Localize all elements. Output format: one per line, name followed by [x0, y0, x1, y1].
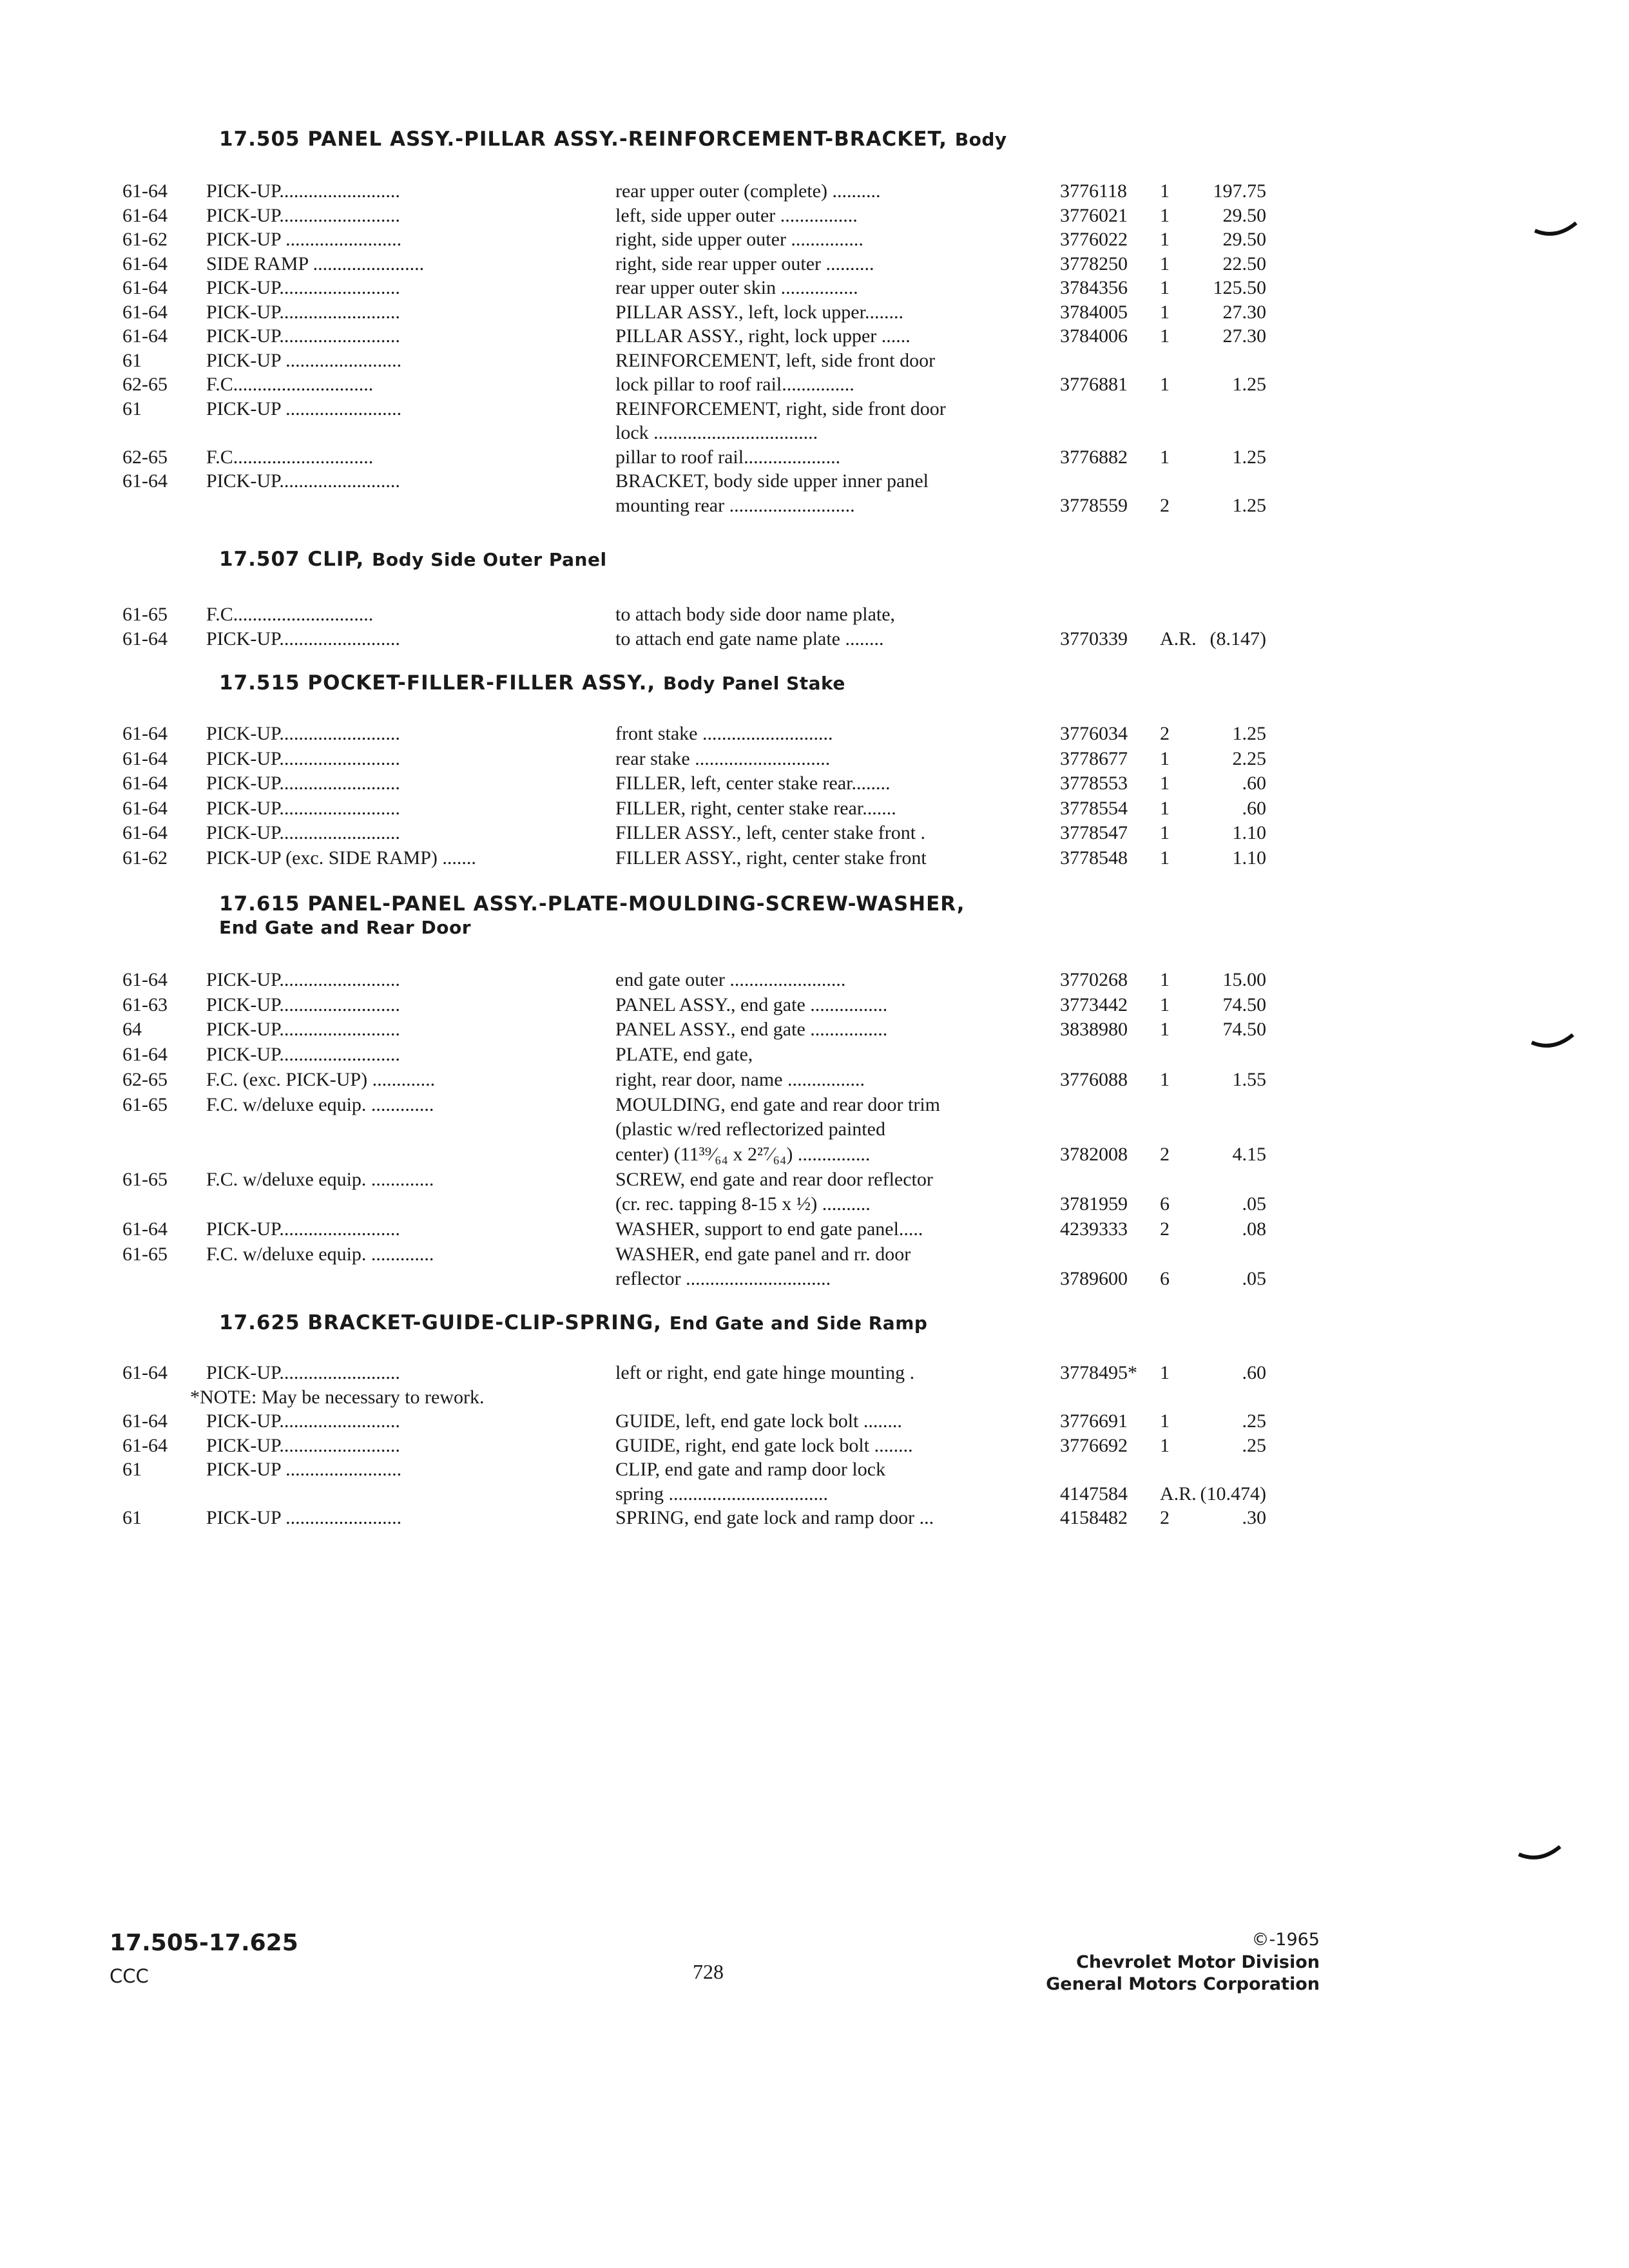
punch-mark-icon: [1518, 1843, 1563, 1869]
price: 27.30: [1222, 301, 1266, 323]
model-name: F.C. w/deluxe equip. .............: [206, 1093, 434, 1115]
quantity: 1: [1160, 747, 1170, 769]
price: 2.25: [1232, 747, 1266, 769]
part-number: 3782008: [1060, 1143, 1128, 1165]
price: 1.25: [1232, 446, 1266, 468]
price: 1.25: [1232, 494, 1266, 516]
model-name: PICK-UP.........................: [206, 628, 400, 649]
price: 197.75: [1213, 180, 1266, 202]
part-description: center) (11³⁹⁄₆₄ x 2²⁷⁄₆₄) ...............: [615, 1143, 871, 1165]
price: .30: [1242, 1507, 1266, 1528]
section-heading: [219, 892, 965, 939]
model-name: F.C. w/deluxe equip. .............: [206, 1243, 434, 1265]
quantity: 1: [1160, 773, 1170, 794]
part-description: mounting rear ..........................: [615, 494, 855, 516]
model-name: PICK-UP ........................: [206, 1459, 402, 1480]
part-description: BRACKET, body side upper inner panel: [615, 470, 929, 492]
part-description: WASHER, end gate panel and rr. door: [615, 1243, 911, 1265]
part-number: 3778553: [1060, 773, 1128, 794]
model-years: 61-64: [122, 301, 168, 323]
quantity: 1: [1160, 253, 1170, 274]
part-number: 3838980: [1060, 1019, 1128, 1041]
price: (8.147): [1210, 628, 1266, 649]
model-name: F.C. (exc. PICK-UP) .............: [206, 1068, 436, 1090]
model-years: 61-64: [122, 325, 168, 347]
part-description: FILLER, left, center stake rear........: [615, 773, 891, 794]
part-number: 3784006: [1060, 325, 1128, 347]
model-name: PICK-UP.........................: [206, 747, 400, 769]
model-name: F.C.............................: [206, 604, 374, 625]
section-title: 17.515 POCKET-FILLER-FILLER ASSY.,: [219, 671, 656, 695]
part-description: PILLAR ASSY., left, lock upper........: [615, 301, 903, 323]
section-heading: [219, 671, 845, 695]
model-name: PICK-UP.........................: [206, 1410, 400, 1432]
model-years: 61-64: [122, 747, 168, 769]
price: .05: [1242, 1268, 1266, 1290]
model-name: SIDE RAMP .......................: [206, 253, 425, 274]
quantity: 1: [1160, 204, 1170, 226]
model-name: PICK-UP.........................: [206, 470, 400, 492]
model-name: PICK-UP.........................: [206, 822, 400, 843]
quantity: 1: [1160, 374, 1170, 395]
model-years: 61-64: [122, 822, 168, 843]
part-description: GUIDE, right, end gate lock bolt ........: [615, 1434, 913, 1456]
model-years: 61-64: [122, 1410, 168, 1432]
part-description: PLATE, end gate,: [615, 1044, 753, 1066]
model-name: PICK-UP.........................: [206, 1218, 400, 1240]
model-name: PICK-UP ........................: [206, 229, 402, 250]
quantity: 1: [1160, 1410, 1170, 1432]
model-years: 61-63: [122, 994, 168, 1015]
model-name: PICK-UP.........................: [206, 1362, 400, 1383]
section-title: 17.615 PANEL-PANEL ASSY.-PLATE-MOULDING-SCREW-WASHER,: [219, 892, 965, 916]
part-description: reflector ..............................: [615, 1268, 831, 1290]
section-subtitle: Body Panel Stake: [663, 673, 845, 694]
price: 1.25: [1232, 374, 1266, 395]
quantity: 6: [1160, 1193, 1170, 1215]
model-years: 61-64: [122, 204, 168, 226]
price: 1.25: [1232, 723, 1266, 744]
price: .05: [1242, 1193, 1266, 1215]
model-years: 61: [122, 1459, 142, 1480]
model-years: 61-64: [122, 969, 168, 990]
section-title: 17.507 CLIP,: [219, 548, 365, 571]
part-description: lock ..................................: [615, 422, 818, 443]
price: .60: [1242, 797, 1266, 819]
page-number: 728: [693, 1960, 724, 1983]
quantity: A.R.: [1160, 1483, 1197, 1504]
quantity: 2: [1160, 1507, 1170, 1528]
model-years: 61-64: [122, 723, 168, 744]
price: .08: [1242, 1218, 1266, 1240]
part-number: 3770339: [1060, 628, 1128, 649]
part-description: front stake ...........................: [615, 723, 833, 744]
section-heading: [219, 128, 1007, 151]
price: (10.474): [1200, 1483, 1266, 1504]
model-name: PICK-UP (exc. SIDE RAMP) .......: [206, 847, 476, 869]
quantity: 1: [1160, 822, 1170, 843]
quantity: A.R.: [1160, 628, 1197, 649]
price: 4.15: [1232, 1143, 1266, 1165]
part-description: right, side upper outer ...............: [615, 229, 863, 250]
part-description: PANEL ASSY., end gate ................: [615, 994, 888, 1015]
model-name: PICK-UP.........................: [206, 325, 400, 347]
part-description: pillar to roof rail....................: [615, 446, 841, 468]
part-description: to attach end gate name plate ........: [615, 628, 884, 649]
part-number: 3770268: [1060, 969, 1128, 990]
part-number: 3776021: [1060, 204, 1128, 226]
quantity: 1: [1160, 969, 1170, 990]
part-number: 3778548: [1060, 847, 1128, 869]
quantity: 2: [1160, 494, 1170, 516]
quantity: 6: [1160, 1268, 1170, 1290]
copyright: ©-1965: [1251, 1930, 1320, 1950]
quantity: 1: [1160, 277, 1170, 298]
model-name: PICK-UP.........................: [206, 994, 400, 1015]
part-number: 3776118: [1060, 180, 1127, 202]
price: .60: [1242, 1362, 1266, 1383]
model-years: 61-64: [122, 797, 168, 819]
model-years: 64: [122, 1019, 142, 1041]
price: 1.10: [1232, 847, 1266, 869]
part-description: right, rear door, name ................: [615, 1068, 865, 1090]
part-description: REINFORCEMENT, left, side front door: [615, 349, 936, 371]
model-name: *NOTE: May be necessary to rework.: [190, 1386, 485, 1408]
quantity: 2: [1160, 723, 1170, 744]
division-name: Chevrolet Motor Division: [1076, 1952, 1320, 1972]
part-description: (plastic w/red reflectorized painted: [615, 1119, 885, 1140]
part-number: 3778495*: [1060, 1362, 1137, 1383]
model-name: PICK-UP.........................: [206, 277, 400, 298]
model-name: PICK-UP ........................: [206, 398, 402, 419]
punch-mark-icon: [1534, 219, 1579, 245]
part-description: REINFORCEMENT, right, side front door: [615, 398, 946, 419]
part-number: 3778547: [1060, 822, 1128, 843]
model-name: PICK-UP.........................: [206, 180, 400, 202]
footer-code: CCC: [110, 1965, 149, 1987]
price: 27.30: [1222, 325, 1266, 347]
price: 74.50: [1222, 1019, 1266, 1041]
model-years: 61: [122, 1507, 142, 1528]
price: 29.50: [1222, 204, 1266, 226]
quantity: 1: [1160, 325, 1170, 347]
part-number: 3776882: [1060, 446, 1128, 468]
part-description: FILLER ASSY., left, center stake front .: [615, 822, 926, 843]
model-name: F.C. w/deluxe equip. .............: [206, 1168, 434, 1190]
part-description: rear upper outer skin ................: [615, 277, 858, 298]
model-years: 61-64: [122, 277, 168, 298]
model-name: PICK-UP.........................: [206, 723, 400, 744]
model-years: 62-65: [122, 446, 168, 468]
model-name: F.C.............................: [206, 446, 374, 468]
section-title: 17.625 BRACKET-GUIDE-CLIP-SPRING,: [219, 1311, 662, 1334]
price: 29.50: [1222, 229, 1266, 250]
part-description: FILLER ASSY., right, center stake front: [615, 847, 927, 869]
section-subtitle: Body: [954, 129, 1007, 150]
price: .25: [1242, 1410, 1266, 1432]
part-number: 3784005: [1060, 301, 1128, 323]
model-years: 61: [122, 398, 142, 419]
quantity: 1: [1160, 1362, 1170, 1383]
model-name: F.C.............................: [206, 374, 374, 395]
part-description: rear stake ............................: [615, 747, 831, 769]
part-description: FILLER, right, center stake rear.......: [615, 797, 896, 819]
part-number: 3778559: [1060, 494, 1128, 516]
part-description: left, side upper outer ................: [615, 204, 858, 226]
part-description: PANEL ASSY., end gate ................: [615, 1019, 888, 1041]
model-years: 61-64: [122, 1362, 168, 1383]
quantity: 1: [1160, 1068, 1170, 1090]
part-description: SPRING, end gate lock and ramp door ...: [615, 1507, 934, 1528]
part-number: 3778554: [1060, 797, 1128, 819]
model-years: 61-65: [122, 1093, 168, 1115]
model-name: PICK-UP.........................: [206, 301, 400, 323]
quantity: 1: [1160, 446, 1170, 468]
part-number: 3776034: [1060, 723, 1128, 744]
price: 1.10: [1232, 822, 1266, 843]
price: 1.55: [1232, 1068, 1266, 1090]
price: 22.50: [1222, 253, 1266, 274]
model-years: 61-65: [122, 604, 168, 625]
quantity: 2: [1160, 1143, 1170, 1165]
part-number: 3776088: [1060, 1068, 1128, 1090]
part-description: CLIP, end gate and ramp door lock: [615, 1459, 886, 1480]
part-description: to attach body side door name plate,: [615, 604, 896, 625]
model-years: 61-64: [122, 470, 168, 492]
price: 74.50: [1222, 994, 1266, 1015]
part-description: MOULDING, end gate and rear door trim: [615, 1093, 941, 1115]
model-years: 61-64: [122, 180, 168, 202]
quantity: 1: [1160, 1434, 1170, 1456]
quantity: 1: [1160, 847, 1170, 869]
model-name: PICK-UP.........................: [206, 969, 400, 990]
model-name: PICK-UP.........................: [206, 1019, 400, 1041]
part-description: rear upper outer (complete) ..........: [615, 180, 881, 202]
part-number: 3778677: [1060, 747, 1128, 769]
part-number: 3776881: [1060, 374, 1128, 395]
model-name: PICK-UP.........................: [206, 204, 400, 226]
part-description: WASHER, support to end gate panel.....: [615, 1218, 923, 1240]
model-name: PICK-UP ........................: [206, 349, 402, 371]
price: 125.50: [1213, 277, 1266, 298]
part-number: 4158482: [1060, 1507, 1128, 1528]
punch-mark-icon: [1530, 1031, 1576, 1057]
model-years: 61-65: [122, 1243, 168, 1265]
section-heading: [219, 1311, 927, 1335]
part-description: lock pillar to roof rail...............: [615, 374, 854, 395]
price: .25: [1242, 1434, 1266, 1456]
model-name: PICK-UP.........................: [206, 773, 400, 794]
model-years: 61-62: [122, 847, 168, 869]
model-years: 61-64: [122, 253, 168, 274]
part-number: 3773442: [1060, 994, 1128, 1015]
part-number: 3776691: [1060, 1410, 1128, 1432]
footer-section-range: 17.505-17.625: [110, 1930, 298, 1956]
part-number: 3781959: [1060, 1193, 1128, 1215]
price: .60: [1242, 773, 1266, 794]
part-number: 4147584: [1060, 1483, 1128, 1504]
model-name: PICK-UP.........................: [206, 797, 400, 819]
part-number: 3789600: [1060, 1268, 1128, 1290]
model-years: 62-65: [122, 374, 168, 395]
model-years: 61-64: [122, 1044, 168, 1066]
part-description: spring .................................: [615, 1483, 828, 1504]
quantity: 1: [1160, 301, 1170, 323]
model-years: 61: [122, 349, 142, 371]
section-title: 17.505 PANEL ASSY.-PILLAR ASSY.-REINFORCEMENT-BRACKET,: [219, 128, 948, 151]
part-description: end gate outer ........................: [615, 969, 846, 990]
model-years: 61-64: [122, 773, 168, 794]
part-number: 3778250: [1060, 253, 1128, 274]
model-years: 61-64: [122, 1434, 168, 1456]
quantity: 1: [1160, 797, 1170, 819]
quantity: 2: [1160, 1218, 1170, 1240]
section-heading: [219, 548, 607, 572]
section-subtitle: End Gate and Side Ramp: [669, 1312, 928, 1334]
model-name: PICK-UP.........................: [206, 1044, 400, 1066]
part-description: GUIDE, left, end gate lock bolt ........: [615, 1410, 902, 1432]
part-description: SCREW, end gate and rear door reflector: [615, 1168, 933, 1190]
corporation-name: General Motors Corporation: [1046, 1974, 1320, 1994]
model-name: PICK-UP.........................: [206, 1434, 400, 1456]
model-years: 61-64: [122, 628, 168, 649]
price: 15.00: [1222, 969, 1266, 990]
part-description: right, side rear upper outer ..........: [615, 253, 874, 274]
part-number: 3776022: [1060, 229, 1128, 250]
part-number: 3776692: [1060, 1434, 1128, 1456]
model-name: PICK-UP ........................: [206, 1507, 402, 1528]
model-years: 61-65: [122, 1168, 168, 1190]
part-description: left or right, end gate hinge mounting .: [615, 1362, 915, 1383]
quantity: 1: [1160, 229, 1170, 250]
model-years: 61-62: [122, 229, 168, 250]
model-years: 62-65: [122, 1068, 168, 1090]
model-years: 61-64: [122, 1218, 168, 1240]
part-number: 4239333: [1060, 1218, 1128, 1240]
quantity: 1: [1160, 180, 1170, 202]
part-description: PILLAR ASSY., right, lock upper ......: [615, 325, 911, 347]
section-subtitle: End Gate and Rear Door: [219, 917, 471, 938]
part-description: (cr. rec. tapping 8-15 x ½) ..........: [615, 1193, 871, 1215]
quantity: 1: [1160, 1019, 1170, 1041]
quantity: 1: [1160, 994, 1170, 1015]
section-subtitle: Body Side Outer Panel: [372, 549, 607, 570]
part-number: 3784356: [1060, 277, 1128, 298]
